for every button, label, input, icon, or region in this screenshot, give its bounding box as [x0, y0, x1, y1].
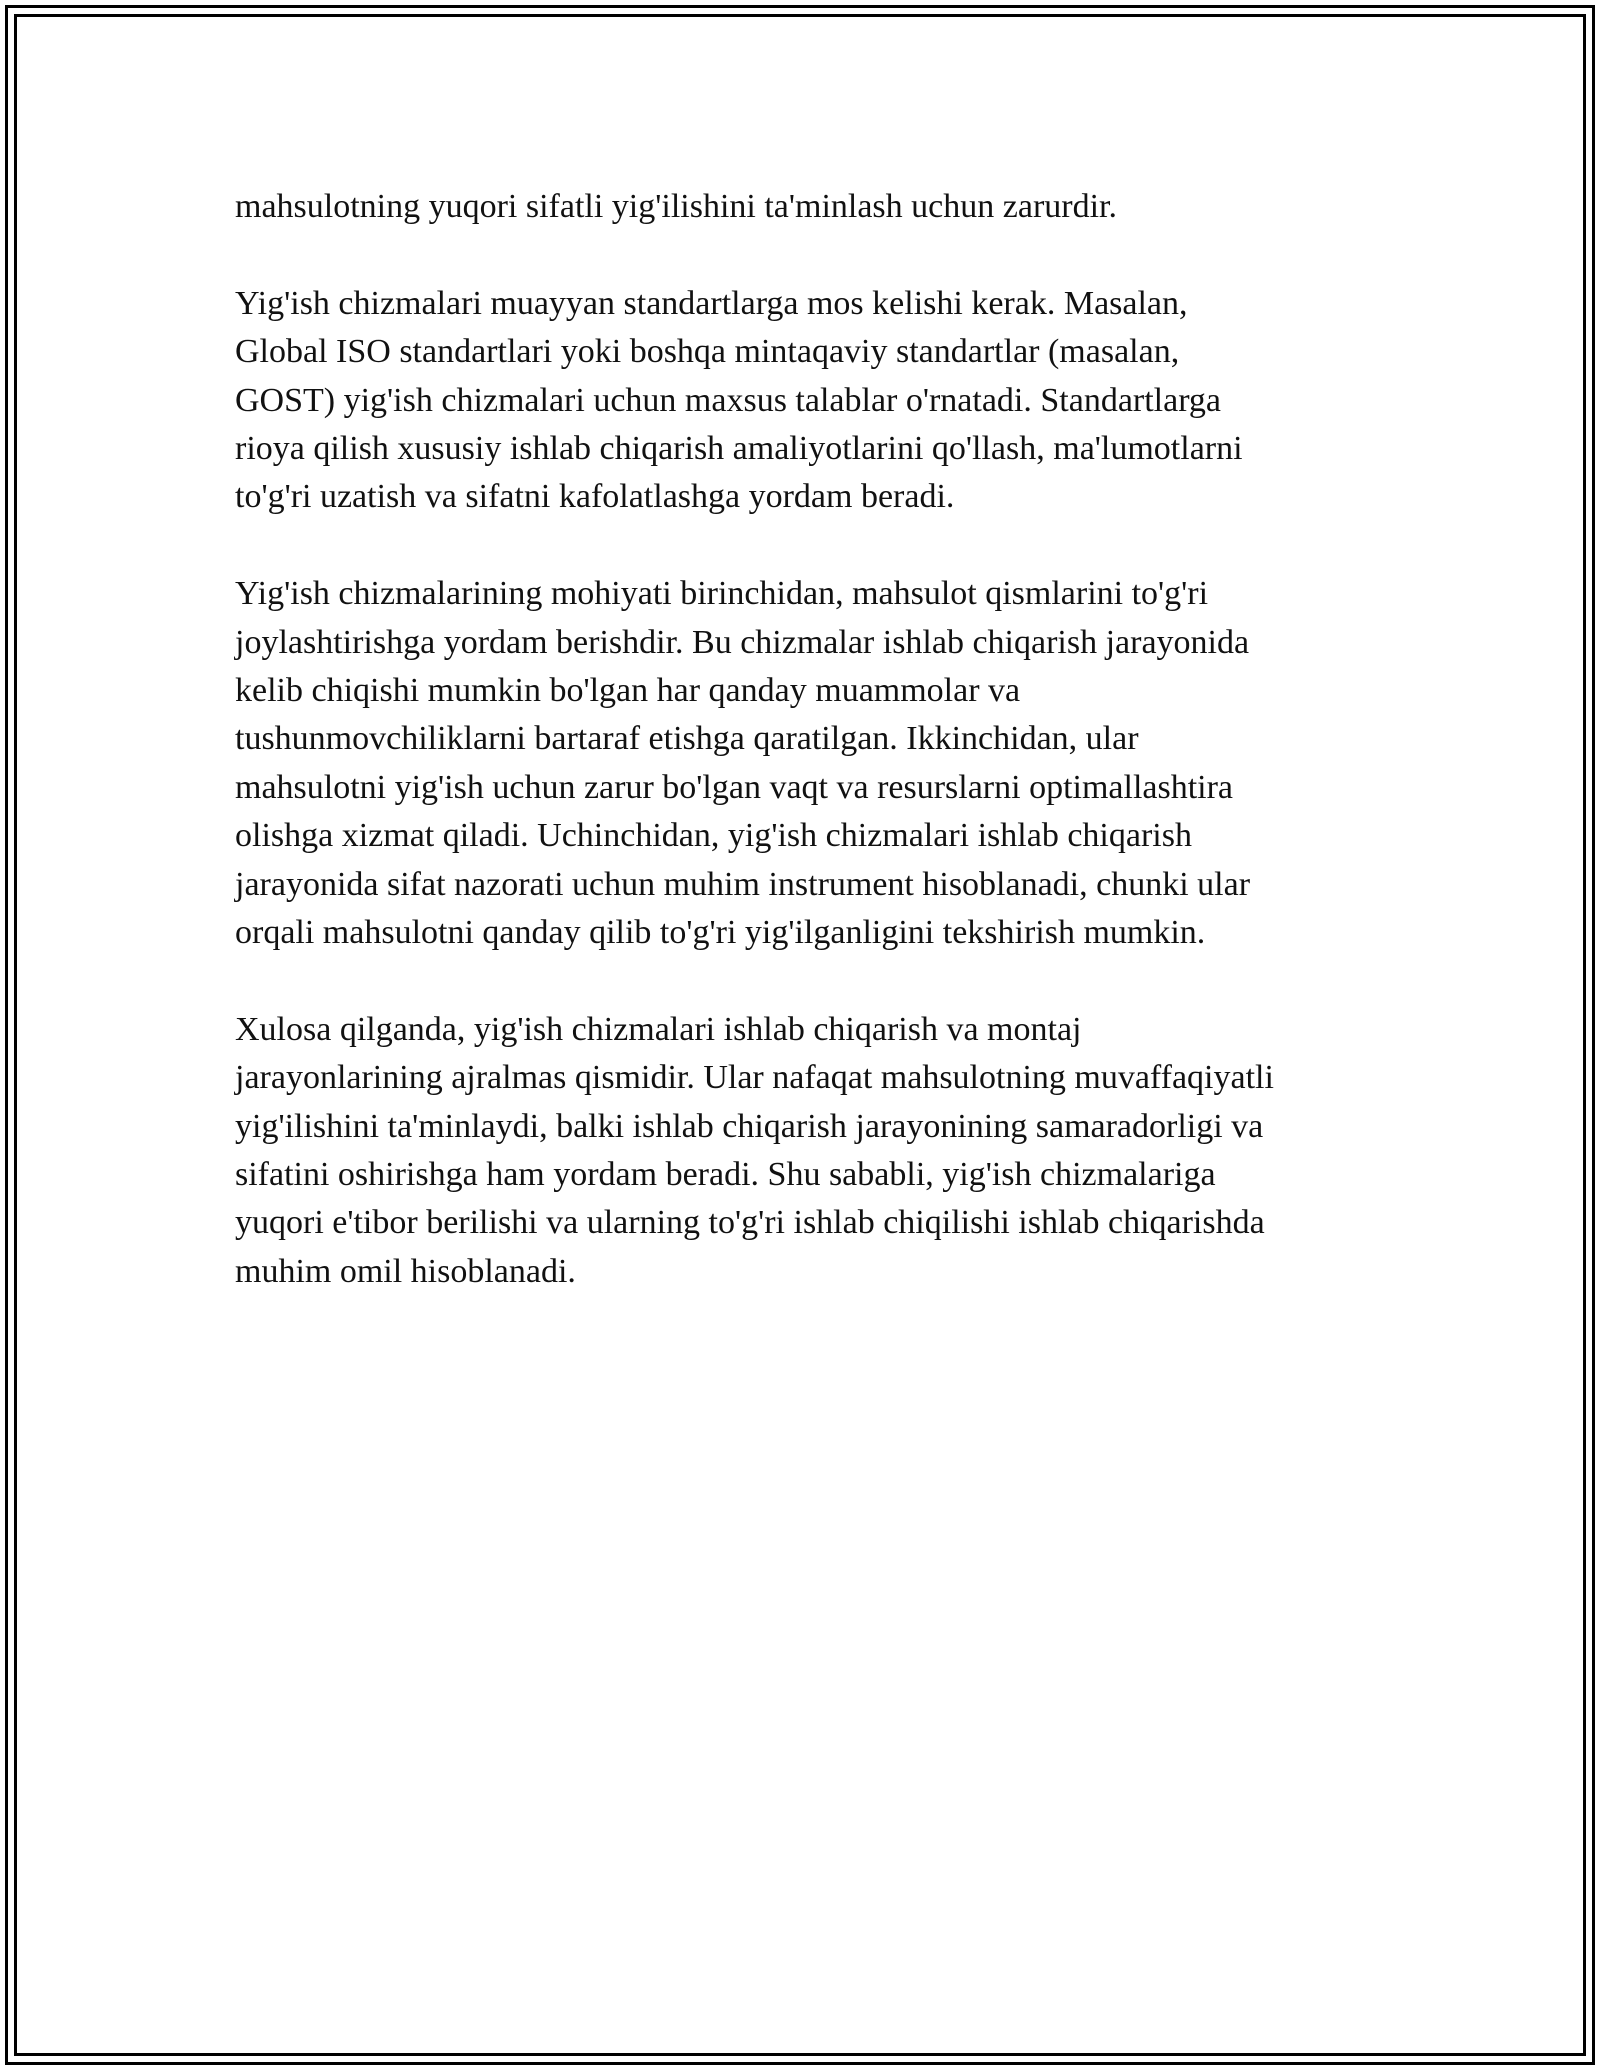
text-line: GOST) yig'ish chizmalari uchun maxsus talablar o'rnatadi. Standartlarga: [235, 381, 1222, 419]
text-line: olishga xizmat qiladi. Uchinchidan, yig'ish chizmalari ishlab chiqarish: [235, 817, 1192, 855]
text-line: jarayonida sifat nazorati uchun muhim instrument hisoblanadi, chunki ular: [235, 865, 1251, 903]
text-line: Global ISO standartlari yoki boshqa mintaqaviy standartlar (masalan,: [235, 333, 1180, 371]
text-line: orqali mahsulotni qanday qilib to'g'ri yig'ilganligini tekshirish mumkin.: [235, 914, 1206, 952]
text-line: mahsulotni yig'ish uchun zarur bo'lgan vaqt va resurslarni optimallashtira: [235, 768, 1234, 806]
paragraph-4: [235, 1006, 1375, 1296]
text-line: Xulosa qilganda, yig'ish chizmalari ishlab chiqarish va montaj: [235, 1010, 1082, 1048]
text-line: joylashtirishga yordam berishdir. Bu chizmalar ishlab chiqarish jarayonida: [235, 623, 1250, 661]
text-line: mahsulotning yuqori sifatli yig'ilishini ta'minlash uchun zarurdir.: [235, 188, 1117, 225]
paragraph-3: [235, 570, 1375, 957]
text-line: Yig'ish chizmalari muayyan standartlarga mos kelishi kerak. Masalan,: [235, 284, 1188, 322]
paragraph-2: [235, 280, 1375, 522]
text-line: yig'ilishini ta'minlaydi, balki ishlab chiqarish jarayonining samaradorligi va: [235, 1107, 1264, 1145]
text-line: jarayonlarining ajralmas qismidir. Ular nafaqat mahsulotning muvaffaqiyatli: [235, 1059, 1274, 1097]
text-line: Yig'ish chizmalarining mohiyati birinchidan, mahsulot qismlarini to'g'ri: [235, 575, 1209, 613]
text-line: sifatini oshirishga ham yordam beradi. Shu sababli, yig'ish chizmalariga: [235, 1156, 1216, 1194]
text-line: kelib chiqishi mumkin bo'lgan har qanday muammolar va: [235, 672, 1021, 710]
text-line: rioya qilish xususiy ishlab chiqarish amaliyotlarini qo'llash, ma'lumotlarni: [235, 430, 1243, 468]
text-line: to'g'ri uzatish va sifatni kafolatlashga yordam beradi.: [235, 478, 955, 516]
text-line: tushunmovchiliklarni bartaraf etishga qaratilgan. Ikkinchidan, ular: [235, 720, 1139, 758]
document-body: [235, 183, 1375, 1345]
text-line: yuqori e'tibor berilishi va ularning to'g'ri ishlab chiqilishi ishlab chiqarishda: [235, 1204, 1265, 1242]
text-line: muhim omil hisoblanadi.: [235, 1252, 576, 1290]
paragraph-1: [235, 183, 1375, 231]
